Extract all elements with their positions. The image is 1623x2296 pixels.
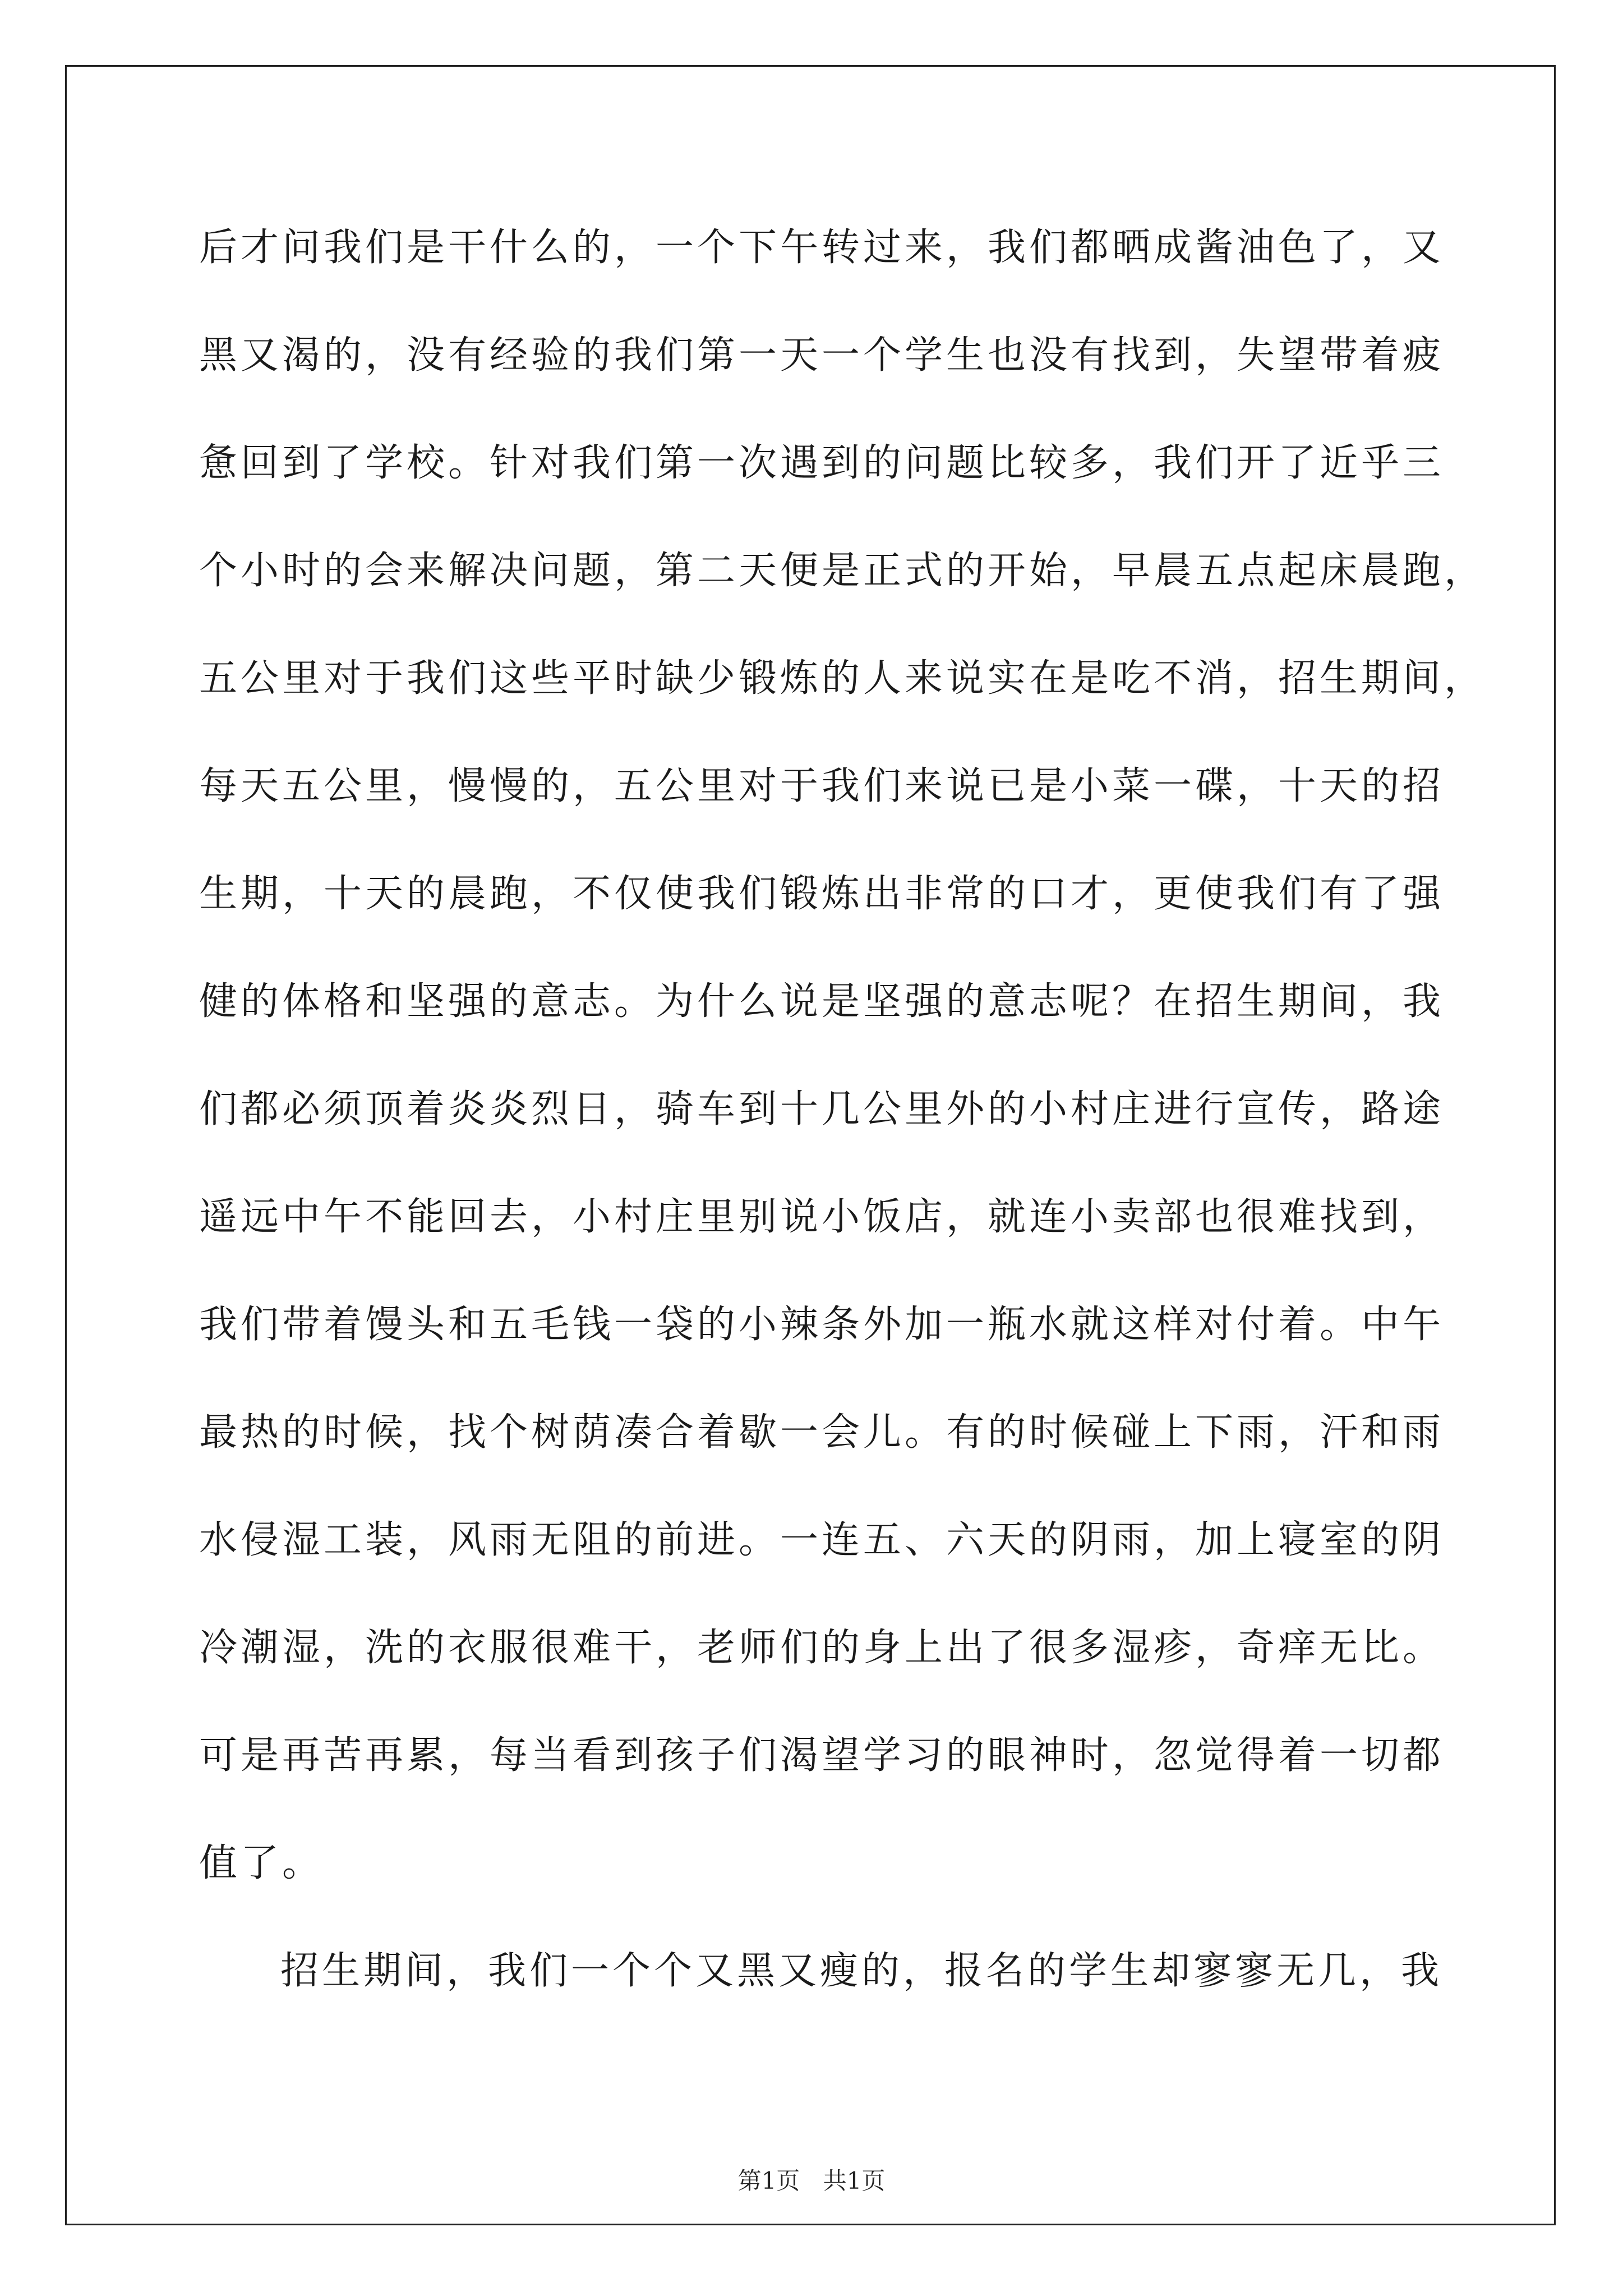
page-total: 共1页: [823, 2167, 886, 2194]
paragraph-line: 遥远中午不能回去，小村庄里别说小饭店，就连小卖部也很难找到，: [199, 1195, 1445, 1239]
paragraph-line: 们都必须顶着炎炎烈日，骑车到十几公里外的小村庄进行宣传，路途: [199, 1087, 1445, 1131]
paragraph-line: 黑又渴的，没有经验的我们第一天一个学生也没有找到，失望带着疲: [199, 333, 1445, 378]
paragraph-line: 每天五公里，慢慢的，五公里对于我们来说已是小菜一碟，十天的招: [199, 764, 1445, 808]
paragraph-line: 最热的时候，找个树荫凑合着歇一会儿。有的时候碰上下雨，汗和雨: [199, 1410, 1445, 1455]
page-footer: [0, 2162, 1623, 2196]
paragraph-line: 个小时的会来解决问题，第二天便是正式的开始，早晨五点起床晨跑，: [199, 549, 1486, 593]
page-number: 第1页: [737, 2167, 800, 2194]
paragraph-line: 五公里对于我们这些平时缺少锻炼的人来说实在是吃不消，招生期间，: [199, 656, 1486, 701]
paragraph-line: 可是再苦再累，每当看到孩子们渴望学习的眼神时，忽觉得着一切都: [199, 1733, 1445, 1778]
paragraph-line: 我们带着馒头和五毛钱一袋的小辣条外加一瓶水就这样对付着。中午: [199, 1303, 1445, 1347]
paragraph-line: 健的体格和坚强的意志。为什么说是坚强的意志呢？在招生期间，我: [199, 979, 1445, 1024]
paragraph-line: 值了。: [199, 1841, 324, 1885]
paragraph-line: 招生期间，我们一个个又黑又瘦的，报名的学生却寥寥无几，我: [280, 1949, 1443, 1993]
paragraph-line: 冷潮湿，洗的衣服很难干，老师们的身上出了很多湿疹，奇痒无比。: [199, 1626, 1445, 1670]
paragraph-line: 惫回到了学校。针对我们第一次遇到的问题比较多，我们开了近乎三: [199, 441, 1445, 485]
paragraph-line: 后才问我们是干什么的，一个下午转过来，我们都晒成酱油色了，又: [199, 226, 1445, 270]
paragraph-line: 水侵湿工装，风雨无阻的前进。一连五、六天的阴雨，加上寝室的阴: [199, 1518, 1445, 1562]
paragraph-line: 生期，十天的晨跑，不仅使我们锻炼出非常的口才，更使我们有了强: [199, 872, 1445, 916]
page-border: [65, 65, 1556, 2225]
